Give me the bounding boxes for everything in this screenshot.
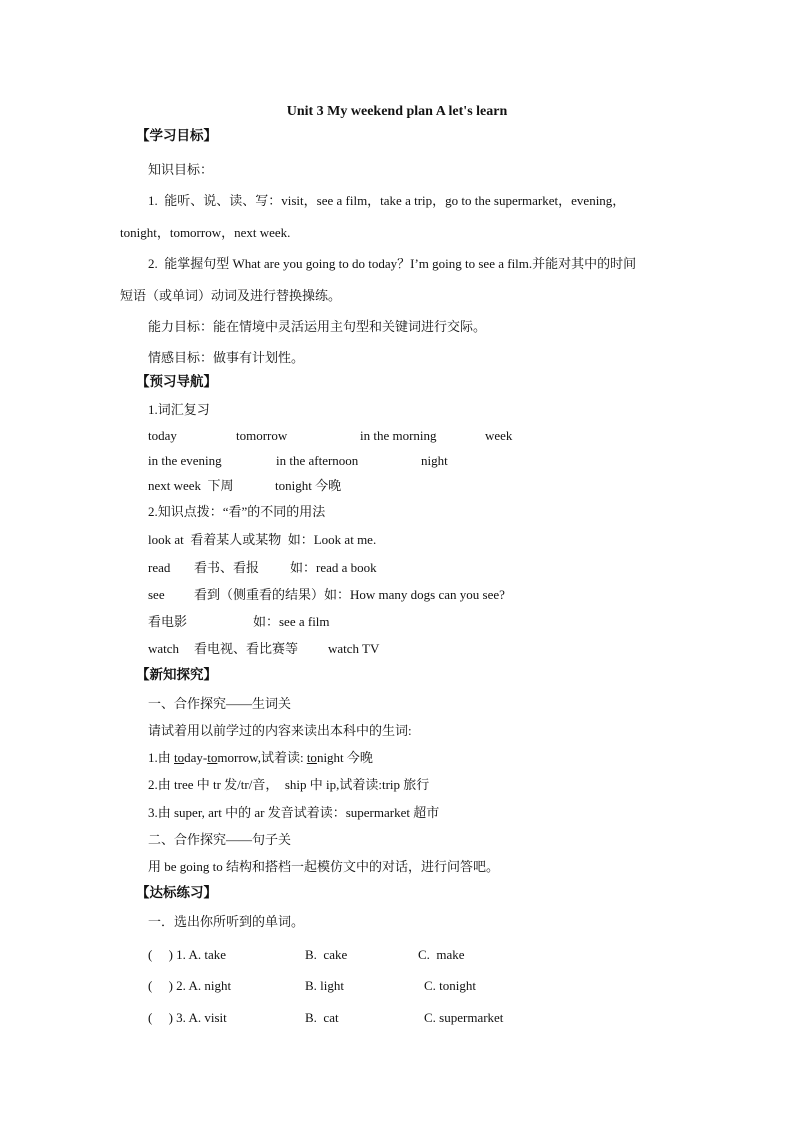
practice-part-1-title: 一．选出你所听到的单词。 — [148, 914, 305, 929]
option-c: C. make — [418, 947, 465, 962]
explore-rule-1: 1.由 today-tomorrow,试着读: tonight 今晚 — [148, 750, 373, 765]
usage-verb: read — [148, 560, 171, 575]
explore-part-1-title: 一、合作探究——生词关 — [148, 696, 292, 711]
objective-item-2-line-1: 2. 能掌握句型 What are you going to do today？I’m going to see a film.并能对其中的时间 — [148, 256, 637, 271]
vocab-word: tonight 今晚 — [275, 478, 342, 493]
option-c: C. supermarket — [424, 1010, 504, 1025]
vocab-review-title: 1.词汇复习 — [148, 402, 210, 417]
emotion-objective: 情感目标：做事有计划性。 — [148, 350, 305, 365]
document-title: Unit 3 My weekend plan A let's learn — [286, 104, 508, 119]
usage-example: 如：see a film — [253, 614, 330, 629]
vocab-word: night — [421, 453, 448, 468]
option-b: B. light — [305, 978, 345, 993]
option-c: C. tonight — [424, 978, 477, 993]
explore-part-2-title: 二、合作探究——句子关 — [148, 832, 292, 847]
usage-verb: see — [148, 587, 165, 602]
explore-heading: 【新知探究】 — [136, 667, 217, 682]
question-stem: ( ) 2. A. night — [148, 978, 232, 993]
knowledge-objective-label: 知识目标： — [148, 162, 214, 177]
explore-part-2-text: 用 be going to 结构和搭档一起模仿文中的对话，进行问答吧。 — [148, 859, 499, 874]
vocab-word: in the evening — [148, 453, 222, 468]
option-b: B. cat — [305, 1010, 339, 1025]
vocab-word: next week 下周 — [148, 478, 234, 493]
question-stem: ( ) 1. A. take — [148, 947, 226, 962]
ability-objective: 能力目标：能在情境中灵活运用主句型和关键词进行交际。 — [148, 319, 487, 334]
vocab-word: in the morning — [360, 428, 437, 443]
usage-entry: look at 看着某人或某物 如：Look at me. — [148, 532, 377, 547]
practice-heading: 【达标练习】 — [136, 885, 217, 900]
usage-verb: 看电影 — [148, 614, 188, 629]
preview-heading: 【预习导航】 — [136, 374, 217, 389]
vocab-word: tomorrow — [236, 428, 288, 443]
objective-item-1-line-2: tonight，tomorrow，next week. — [120, 225, 291, 240]
option-b: B. cake — [305, 947, 348, 962]
usage-verb: watch — [148, 641, 180, 656]
objectives-heading: 【学习目标】 — [136, 128, 217, 143]
usage-meaning: 看书、看报 — [194, 560, 260, 575]
explore-part-1-intro: 请试着用以前学过的内容来读出本科中的生词: — [148, 723, 412, 738]
usage-meaning: 看到（侧重看的结果）如：How many dogs can you see? — [194, 587, 505, 602]
objective-item-2-line-2: 短语（或单词）动词及进行替换操练。 — [120, 288, 342, 303]
explore-rule-3: 3.由 super, art 中的 ar 发音试着读：supermarket 超市 — [148, 805, 440, 820]
question-stem: ( ) 3. A. visit — [148, 1010, 227, 1025]
usage-example: 如：read a book — [290, 560, 377, 575]
usage-example: watch TV — [328, 641, 380, 656]
objective-item-1-line-1: 1. 能听、说、读、写：visit，see a film，take a trip，go to the supermarket，evening， — [148, 193, 626, 208]
knowledge-tips-title: 2.知识点拨：“看”的不同的用法 — [148, 504, 326, 519]
vocab-word: week — [485, 428, 513, 443]
usage-meaning: 看电视、看比赛等 — [194, 641, 299, 656]
explore-rule-2: 2.由 tree 中 tr 发/tr/音， ship 中 ip,试着读:trip 旅行 — [148, 777, 430, 792]
vocab-word: in the afternoon — [276, 453, 359, 468]
vocab-word: today — [148, 428, 177, 443]
